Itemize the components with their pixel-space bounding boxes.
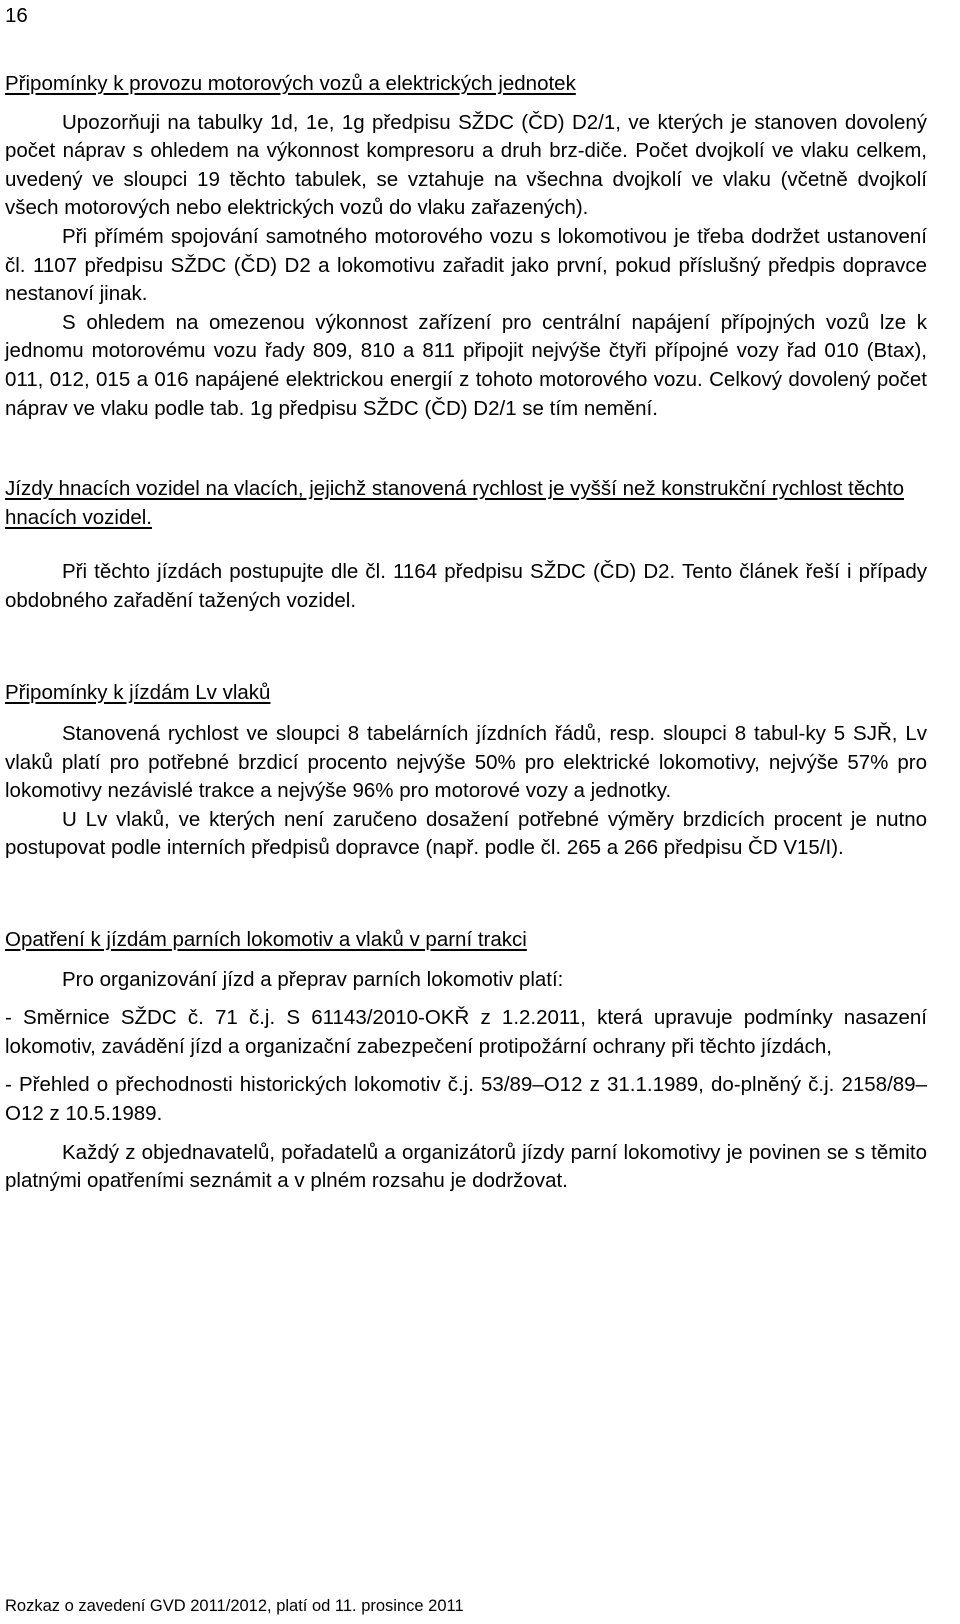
paragraph-lv-speed: Stanovená rychlost ve sloupci 8 tabelárních jízdních řádů, resp. sloupci 8 tabul-ky 5 SJŘ, Lv vlaků platí pro potřebné brzdicí procento nejvýše 50% pro elektrické lokomotivy, nejvýše 57% pro lokomotivy nezávislé trakce a nejvýše 96% pro motorové vozy a jednotky. [5,722,927,803]
page-content [5,70,927,1196]
page-number: 16 [5,4,28,27]
page-footer: Rozkaz o zavedení GVD 2011/2012, platí od 11. prosince 2011 [5,1597,464,1615]
heading-motor-cars: Připomínky k provozu motorových vozů a elektrických jednotek [5,72,576,95]
paragraph-power-supply: S ohledem na omezenou výkonnost zařízení pro centrální napájení přípojných vozů lze k jednomu motorovému vozu řady 809, 810 a 811 připojit nejvýše čtyři přípojné vozy řad 010 (Btax), 011, 012, 015 a 016 napájené elektrickou energií z tohoto motorového vozu. Celkový dovolený počet náprav ve vlaku podle tab. 1g předpisu SŽDC (ČD) D2/1 se tím nemění. [5,310,927,420]
heading-lv-trains: Připomínky k jízdám Lv vlaků [5,680,271,704]
paragraph-axle-count: Upozorňuji na tabulky 1d, 1e, 1g předpisu SŽDC (ČD) D2/1, ve kterých je stanoven dovolený počet náprav s ohledem na výkonnost kompresoru a druh brz-diče. Počet dvojkolí ve vlaku celkem, uvedený ve sloupci 19 těchto tabulek, se vztahuje na všechna dvojkolí ve vlaku (včetně dvojkolí všech motorových nebo elektrických vozů do vlaku zařazených). [5,110,927,220]
paragraph-steam-closing: Každý z objednavatelů, pořadatelů a organizátorů jízdy parní lokomotivy je povinen se s těmito platnými opatřeními seznámit a v plném rozsahu je dodržovat. [5,1140,927,1193]
list-item-overview: - Přehled o přechodnosti historických lokomotiv č.j. 53/89–O12 z 31.1.1989, do-plněný č.j. 2158/89–O12 z 10.5.1989. [5,1073,927,1126]
list-item-directive: - Směrnice SŽDC č. 71 č.j. S 61143/2010-OKŘ z 1.2.2011, která upravuje podmínky nasazení lokomotiv, zavádění jízd a organizační zabezpečení protipožární ochrany při těchto jízdách, [5,1006,927,1058]
paragraph-article-1164: Při těchto jízdách postupujte dle čl. 1164 předpisu SŽDC (ČD) D2. Tento článek řeší i případy obdobného zařadění tažených vozidel. [5,560,927,612]
heading-steam-locomotives: Opatření k jízdám parních lokomotiv a vlaků v parní trakci [5,928,527,952]
paragraph-direct-coupling: Při přímém spojování samotného motorového vozu s lokomotivou je třeba dodržet ustanovení čl. 1107 předpisu SŽDC (ČD) D2 a lokomotivu zařadit jako první, pokud příslušný předpis dopravce nestanoví jinak. [5,224,927,306]
paragraph-steam-intro: Pro organizování jízd a přeprav parních lokomotiv platí: [62,967,564,991]
heading-traction-speed: Jízdy hnacích vozidel na vlacích, jejichž stanovená rychlost je vyšší než konstrukční rychlost těchto hnacích vozidel. [5,477,904,529]
paragraph-lv-brakes: U Lv vlaků, ve kterých není zaručeno dosažení potřebné výměry brzdicích procent je nutno postupovat podle interních předpisů dopravce (např. podle čl. 265 a 266 předpisu ČD V15/I). [5,807,927,860]
